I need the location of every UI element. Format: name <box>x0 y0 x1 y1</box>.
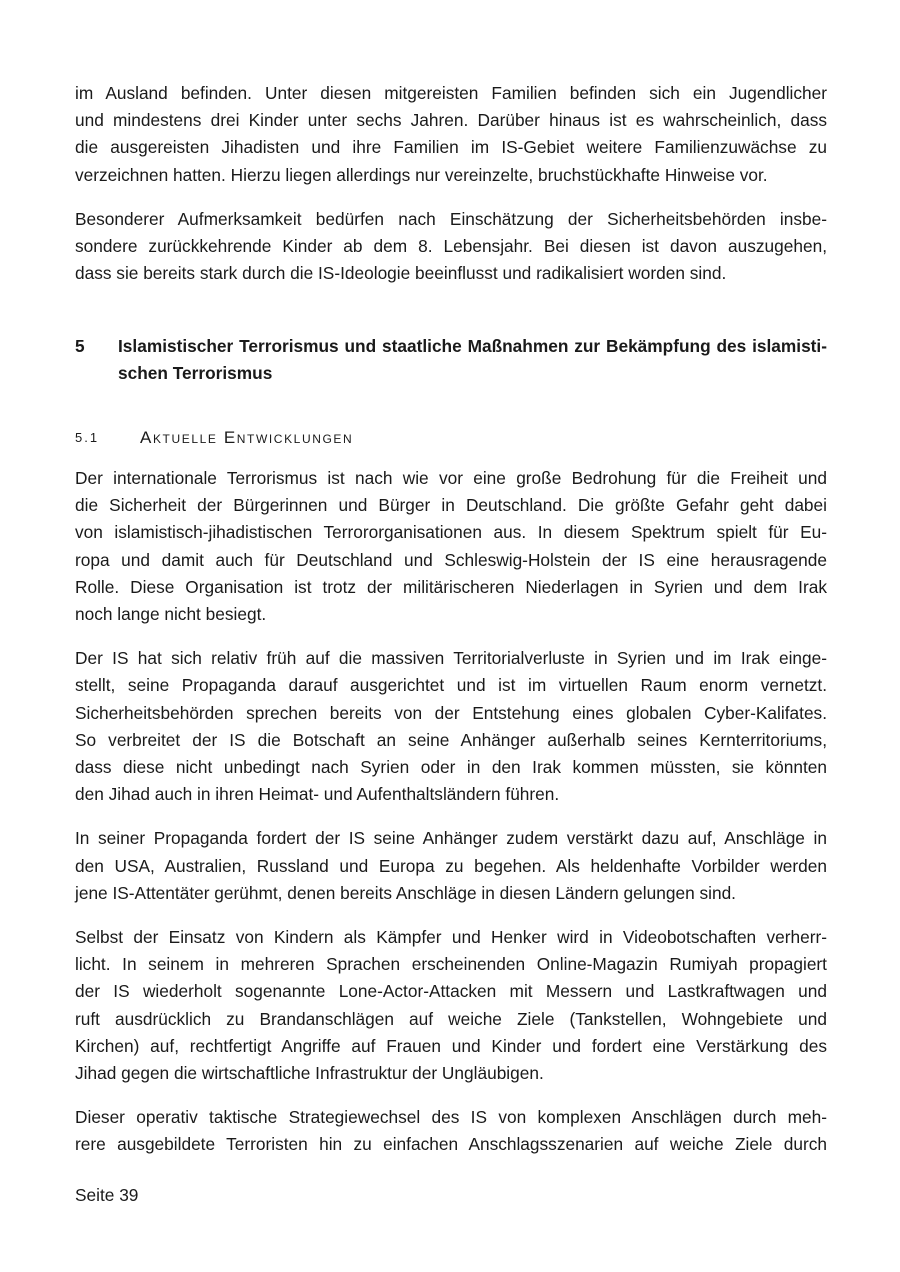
main-text <box>75 465 827 1159</box>
text-line: jene IS-Attentäter gerühmt, denen bereits Anschläge in diesen Ländern gelungen sind. <box>75 882 736 903</box>
text-line: von islamistisch-jihadistischen Terrororganisationen aus. In diesem Spektrum spielt für Eu- <box>75 522 827 543</box>
text-line: Kirchen) auf, rechtfertigt Angriffe auf Frauen und Kinder und fordert eine Verstärkung des <box>75 1035 827 1056</box>
text-line: Besonderer Aufmerksamkeit bedürfen nach Einschätzung der Sicherheitsbehörden insbe- <box>75 208 827 229</box>
text-line: ropa und damit auch für Deutschland und Schleswig-Holstein der IS eine herausragende <box>75 549 827 570</box>
text-line: Sicherheitsbehörden sprechen bereits von der Entstehung eines globalen Cyber-Kalifates. <box>75 702 827 723</box>
text-line: den Jihad auch in ihren Heimat- und Aufenthaltsländern führen. <box>75 784 560 805</box>
section-heading <box>75 333 827 387</box>
text-line: stellt, seine Propaganda darauf ausgerichtet und ist im virtuellen Raum enorm vernetzt. <box>75 675 827 696</box>
text-line: Dieser operativ taktische Strategiewechsel des IS von komplexen Anschlägen durch meh- <box>75 1107 827 1128</box>
paragraph-7 <box>75 1104 827 1158</box>
text-line: die Sicherheit der Bürgerinnen und Bürger in Deutschland. Die größte Gefahr geht dabei <box>75 495 827 516</box>
page-number: Seite 39 <box>75 1185 139 1205</box>
paragraph-1 <box>75 80 827 189</box>
section-title-line: Islamistischer Terrorismus und staatliche Maßnahmen zur Bekämpfung des islamisti- <box>118 336 827 356</box>
intro-text <box>75 80 827 287</box>
text-line: Rolle. Diese Organisation ist trotz der militärischeren Niederlagen in Syrien und dem Irak <box>75 576 827 597</box>
paragraph-2 <box>75 206 827 288</box>
text-line: noch lange nicht besiegt. <box>75 604 267 625</box>
paragraph-4 <box>75 645 827 808</box>
subsection-title: Aktuelle Entwicklungen <box>140 428 354 447</box>
text-line: So verbreitet der IS die Botschaft an seine Anhänger außerhalb seines Kernterritoriums, <box>75 729 827 750</box>
text-line: sondere zurückkehrende Kinder ab dem 8. Lebensjahr. Bei diesen ist davon auszugehen, <box>75 236 827 257</box>
text-line: In seiner Propaganda fordert der IS seine Anhänger zudem verstärkt dazu auf, Anschläge in <box>75 828 827 849</box>
subsection-heading <box>75 428 827 448</box>
text-line: dass sie bereits stark durch die IS-Ideologie beeinflusst und radikalisiert worden sind. <box>75 263 727 284</box>
text-line: den USA, Australien, Russland und Europa zu begehen. Als heldenhafte Vorbilder werden <box>75 855 827 876</box>
text-line: licht. In seinem in mehreren Sprachen erscheinenden Online-Magazin Rumiyah propagiert <box>75 954 827 975</box>
text-line: dass diese nicht unbedingt nach Syrien oder in den Irak kommen müssten, sie könnten <box>75 757 827 778</box>
section-title-line: schen Terrorismus <box>118 363 273 383</box>
text-line: Der internationale Terrorismus ist nach wie vor eine große Bedrohung für die Freiheit und <box>75 468 827 488</box>
paragraph-3 <box>75 465 827 628</box>
subsection-number: 5.1 <box>75 430 100 445</box>
text-line: Jihad gegen die wirtschaftliche Infrastruktur der Ungläubigen. <box>75 1063 544 1084</box>
text-line: verzeichnen hatten. Hierzu liegen allerdings nur vereinzelte, bruchstückhafte Hinweise vor. <box>75 164 768 185</box>
text-line: der IS wiederholt sogenannte Lone-Actor-Attacken mit Messern und Lastkraftwagen und <box>75 981 827 1002</box>
text-line: die ausgereisten Jihadisten und ihre Familien im IS-Gebiet weitere Familienzuwächse zu <box>75 137 827 158</box>
section-number: 5 <box>75 336 85 356</box>
section-title <box>118 333 827 387</box>
text-line: Selbst der Einsatz von Kindern als Kämpfer und Henker wird in Videobotschaften verherr- <box>75 927 827 948</box>
text-line: rere ausgebildete Terroristen hin zu einfachen Anschlagsszenarien auf weiche Ziele durch <box>75 1134 827 1155</box>
text-line: ruft ausdrücklich zu Brandanschlägen auf weiche Ziele (Tankstellen, Wohngebiete und <box>75 1008 827 1029</box>
text-line: Der IS hat sich relativ früh auf die massiven Territorialverluste in Syrien und im Irak einge- <box>75 648 827 669</box>
text-line: und mindestens drei Kinder unter sechs Jahren. Darüber hinaus ist es wahrscheinlich, dass <box>75 110 827 131</box>
paragraph-6 <box>75 924 827 1087</box>
paragraph-5 <box>75 825 827 907</box>
text-line: im Ausland befinden. Unter diesen mitgereisten Familien befinden sich ein Jugendlicher <box>75 83 827 103</box>
